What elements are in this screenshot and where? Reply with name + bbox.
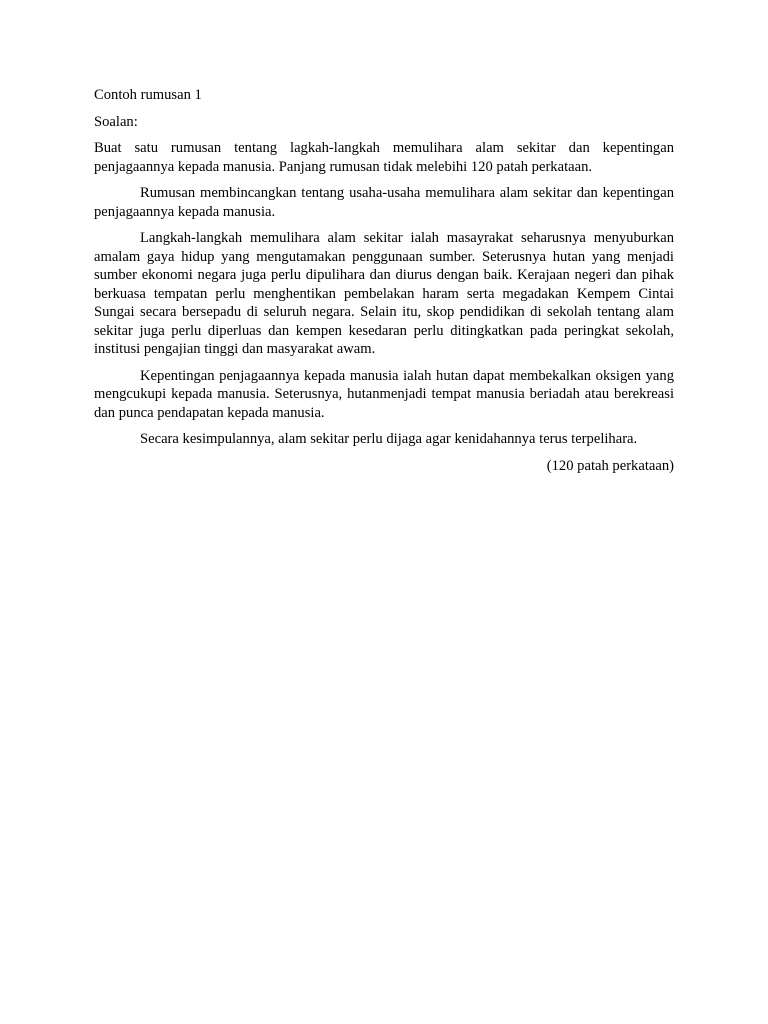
summary-intro-paragraph: Rumusan membincangkan tentang usaha-usaha memulihara alam sekitar dan kepentingan penjagaannya kepada manusia. bbox=[94, 185, 674, 220]
document-page bbox=[94, 86, 674, 475]
document-heading: Contoh rumusan 1 bbox=[94, 87, 202, 103]
question-text: Buat satu rumusan tentang lagkah-langkah memulihara alam sekitar dan kepentingan penjagaannya kepada manusia. Panjang rumusan tidak melebihi 120 patah perkataan. bbox=[94, 140, 674, 175]
summary-conclusion-paragraph: Secara kesimpulannya, alam sekitar perlu dijaga agar kenidahannya terus terpelihara. bbox=[140, 431, 638, 447]
summary-steps-paragraph: Langkah-langkah memulihara alam sekitar ialah masayrakat seharusnya menyuburkan amalam gaya hidup yang mengutamakan penggunaan sumber. Seterusnya hutan yang menjadi sumber ekonomi negara juga perlu dipulihara dan diurus dengan baik. Kerajaan negeri dan pihak berkuasa tempatan perlu menghentikan pembelakan haram serta megadakan Kempem Cintai Sungai secara bersepadu di seluruh negara. Selain itu, skop pendidikan di sekolah tentang alam sekitar juga perlu diperluas dan kempen kesedaran perlu ditingkatkan pada peringkat sekolah, institusi pengajian tinggi dan masyarakat awam. bbox=[94, 230, 674, 357]
question-label: Soalan: bbox=[94, 113, 138, 130]
summary-importance-paragraph: Kepentingan penjagaannya kepada manusia ialah hutan dapat membekalkan oksigen yang mengcukupi kepada manusia. Seterusnya, hutanmenjadi tempat manusia beriadah atau berekreasi dan punca pendapatan kepada manusia. bbox=[94, 367, 674, 421]
word-count-note: (120 patah perkataan) bbox=[546, 457, 674, 474]
